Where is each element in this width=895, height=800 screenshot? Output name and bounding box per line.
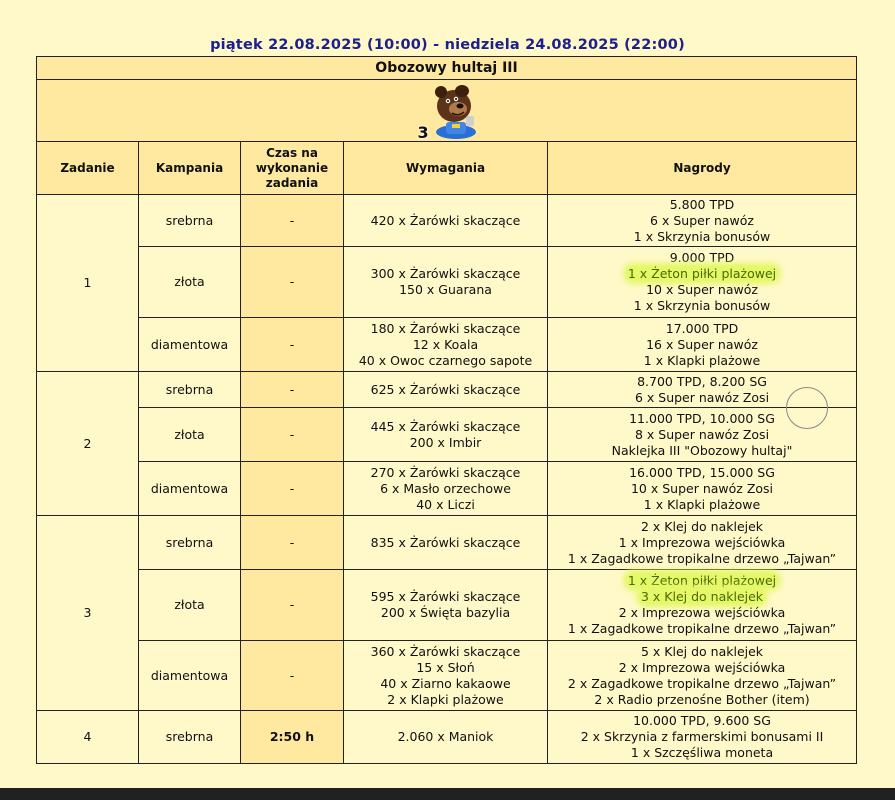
reward-item: 2 x Imprezowa wejściówka <box>618 659 786 675</box>
requirements-cell <box>344 462 548 516</box>
requirements-cell <box>344 318 548 372</box>
campaign-cell: złota <box>139 247 241 318</box>
campaign-cell: srebrna <box>139 711 241 764</box>
campaign-cell: diamentowa <box>139 318 241 372</box>
rewards-cell <box>548 318 857 372</box>
header-rewards: Nagrody <box>548 142 857 195</box>
requirements-cell <box>344 372 548 408</box>
reward-item: Naklejka III "Obozowy hultaj" <box>611 442 793 458</box>
requirement-item: 6 x Masło orzechowe <box>380 480 511 496</box>
table-row <box>37 318 857 372</box>
table-row <box>37 641 857 711</box>
requirements-cell <box>344 195 548 247</box>
campaign-cell: srebrna <box>139 195 241 247</box>
requirement-item: 420 x Żarówki skaczące <box>370 212 521 228</box>
requirement-item: 835 x Żarówki skaczące <box>370 534 521 550</box>
rewards-cell <box>548 516 857 570</box>
time-cell: - <box>241 372 344 408</box>
task-rows <box>37 195 857 764</box>
header-task: Zadanie <box>37 142 139 195</box>
requirement-item: 40 x Liczi <box>416 496 475 512</box>
reward-item: 10.000 TPD, 9.600 SG <box>633 713 771 728</box>
header-time: Czas na wykonanie zadania <box>241 142 344 195</box>
reward-item: 5 x Klej do naklejek <box>640 643 764 659</box>
cursor-ring <box>786 387 828 429</box>
reward-item: 1 x Szczęśliwa moneta <box>630 745 774 760</box>
table-header-row <box>37 142 857 195</box>
requirement-item: 445 x Żarówki skaczące <box>370 418 521 434</box>
table-row <box>37 408 857 462</box>
requirement-item: 40 x Owoc czarnego sapote <box>358 352 533 368</box>
time-cell: - <box>241 462 344 516</box>
requirement-item: 625 x Żarówki skaczące <box>370 381 521 397</box>
reward-item: 2 x Skrzynia z farmerskimi bonusami II <box>580 729 824 744</box>
table-row <box>37 195 857 247</box>
requirement-item: 12 x Koala <box>412 336 479 352</box>
campaign-cell: złota <box>139 570 241 641</box>
campaign-cell: diamentowa <box>139 462 241 516</box>
rewards-cell <box>548 462 857 516</box>
reward-item: 2 x Klej do naklejek <box>640 518 764 534</box>
time-cell: - <box>241 516 344 570</box>
requirement-item: 300 x Żarówki skaczące <box>370 266 521 281</box>
requirement-item: 200 x Imbir <box>409 434 482 450</box>
reward-item: 8.700 TPD, 8.200 SG <box>637 373 767 389</box>
reward-item: 1 x Klapki plażowe <box>643 496 761 512</box>
reward-item: 2 x Imprezowa wejściówka <box>618 605 786 620</box>
time-cell: - <box>241 195 344 247</box>
rewards-cell <box>548 195 857 247</box>
badge-number: 3 <box>417 122 429 142</box>
campaign-cell: złota <box>139 408 241 462</box>
requirement-item: 150 x Guarana <box>399 282 492 297</box>
reward-item: 1 x Żeton piłki plażowej <box>627 573 777 588</box>
event-title: Obozowy hultaj III <box>37 57 857 80</box>
requirements-cell <box>344 516 548 570</box>
reward-item: 9.000 TPD <box>669 250 735 265</box>
table-row <box>37 516 857 570</box>
reward-item: 1 x Zagadkowe tropikalne drzewo „Tajwan” <box>567 550 837 566</box>
rewards-cell <box>548 570 857 641</box>
rewards-cell <box>548 641 857 711</box>
reward-item: 10 x Super nawóz Zosi <box>630 480 774 496</box>
table-row <box>37 462 857 516</box>
taskbar <box>0 788 895 800</box>
header-requirements: Wymagania <box>344 142 548 195</box>
time-cell: - <box>241 408 344 462</box>
reward-item: 1 x Skrzynia bonusów <box>633 228 771 244</box>
requirement-item: 2 x Klapki plażowe <box>387 691 504 707</box>
reward-item: 5.800 TPD <box>669 196 735 212</box>
reward-item: 2 x Radio przenośne Bother (item) <box>594 691 810 707</box>
reward-item: 1 x Klapki plażowe <box>643 352 761 368</box>
time-cell: - <box>241 318 344 372</box>
reward-item: 1 x Zagadkowe tropikalne drzewo „Tajwan” <box>567 621 837 636</box>
header-campaign: Kampania <box>139 142 241 195</box>
requirement-item: 40 x Ziarno kakaowe <box>380 675 511 691</box>
reward-item: 1 x Żeton piłki plażowej <box>627 266 777 281</box>
reward-item: 2 x Zagadkowe tropikalne drzewo „Tajwan” <box>567 675 837 691</box>
table-row <box>37 372 857 408</box>
reward-item: 17.000 TPD <box>665 320 739 336</box>
campaign-cell: srebrna <box>139 516 241 570</box>
quest-table <box>36 56 857 764</box>
event-date-range: piątek 22.08.2025 (10:00) - niedziela 24.08.2025 (22:00) <box>210 37 685 53</box>
requirement-item: 15 x Słoń <box>416 659 475 675</box>
requirement-item: 595 x Żarówki skaczące <box>370 589 521 604</box>
requirements-cell <box>344 641 548 711</box>
requirement-item: 200 x Święta bazylia <box>380 605 511 620</box>
hultaj-avatar <box>412 82 482 140</box>
reward-item: 1 x Skrzynia bonusów <box>633 298 771 313</box>
requirements-cell <box>344 711 548 764</box>
requirements-cell <box>344 570 548 641</box>
time-cell: - <box>241 641 344 711</box>
time-cell: 2:50 h <box>241 711 344 764</box>
rewards-cell <box>548 711 857 764</box>
reward-item: 1 x Imprezowa wejściówka <box>618 534 786 550</box>
reward-item: 6 x Super nawóz <box>650 212 754 228</box>
time-cell: - <box>241 247 344 318</box>
requirement-item: 360 x Żarówki skaczące <box>370 643 521 659</box>
reward-item: 10 x Super nawóz <box>646 282 758 297</box>
task-number: 4 <box>37 711 139 764</box>
reward-item: 16.000 TPD, 15.000 SG <box>629 464 775 480</box>
table-row <box>37 711 857 764</box>
task-number: 2 <box>37 372 139 516</box>
reward-item: 6 x Super nawóz Zosi <box>634 389 770 405</box>
table-row <box>37 570 857 641</box>
campaign-cell: srebrna <box>139 372 241 408</box>
table-row <box>37 247 857 318</box>
requirement-item: 270 x Żarówki skaczące <box>370 464 521 480</box>
event-image-cell <box>37 80 857 142</box>
requirements-cell <box>344 408 548 462</box>
reward-item: 3 x Klej do naklejek <box>640 589 764 604</box>
requirement-item: 2.060 x Maniok <box>397 729 494 744</box>
reward-item: 11.000 TPD, 10.000 SG <box>629 410 775 426</box>
task-number: 3 <box>37 516 139 711</box>
reward-item: 8 x Super nawóz Zosi <box>634 426 770 442</box>
requirement-item: 180 x Żarówki skaczące <box>370 320 521 336</box>
rewards-cell <box>548 247 857 318</box>
time-cell: - <box>241 570 344 641</box>
task-number: 1 <box>37 195 139 372</box>
campaign-cell: diamentowa <box>139 641 241 711</box>
requirements-cell <box>344 247 548 318</box>
reward-item: 16 x Super nawóz <box>646 336 758 352</box>
